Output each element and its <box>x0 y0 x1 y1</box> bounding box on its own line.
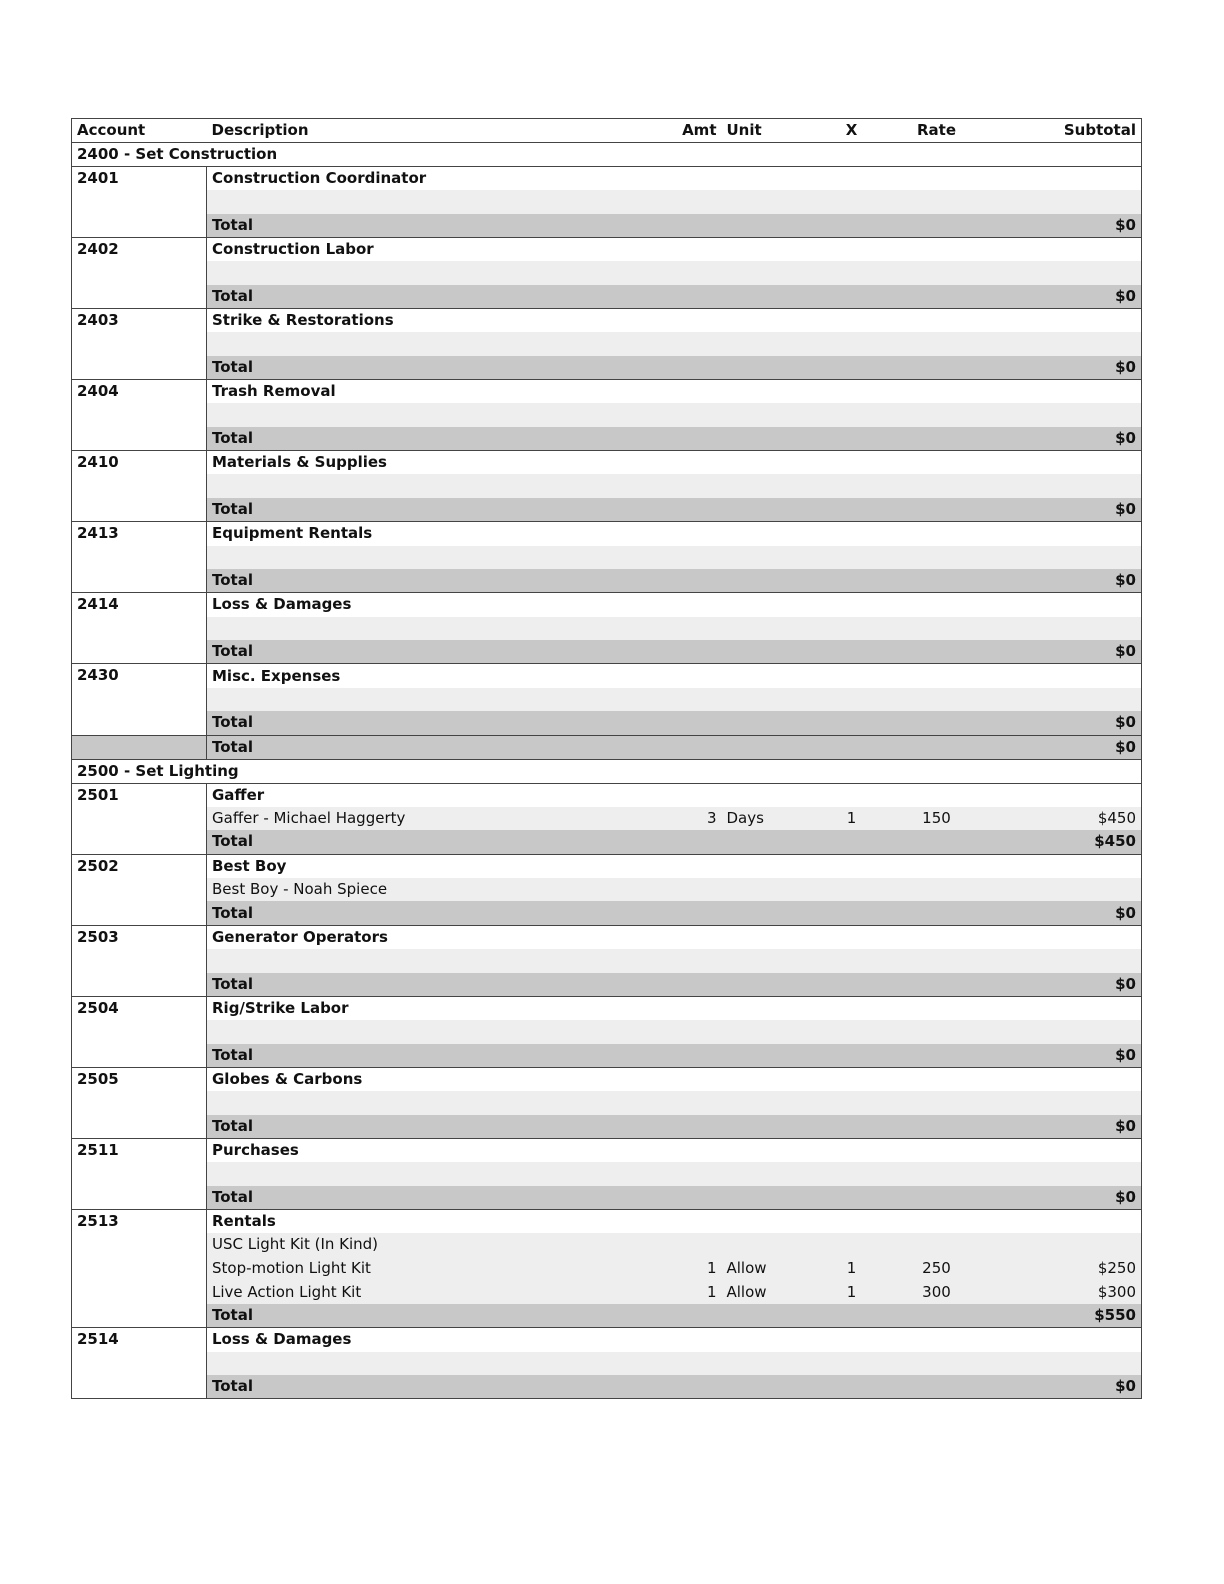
item-rate: 150 <box>882 807 992 831</box>
item-unit: Days <box>722 807 822 831</box>
item-rate: 300 <box>882 1280 992 1304</box>
section-total-blank <box>72 735 207 759</box>
header-description: Description <box>207 119 672 143</box>
item-description <box>207 546 672 570</box>
account-name: Equipment Rentals <box>207 522 1142 546</box>
item-subtotal <box>992 617 1142 641</box>
account-name: Best Boy <box>207 854 1142 878</box>
item-subtotal <box>992 332 1142 356</box>
item-subtotal: $250 <box>992 1257 1142 1281</box>
line-item-row <box>72 1162 1142 1186</box>
item-subtotal <box>992 190 1142 214</box>
item-x: 1 <box>822 807 882 831</box>
account-total-row <box>72 285 1142 309</box>
item-unit <box>722 261 822 285</box>
item-rate <box>882 1352 992 1376</box>
account-total-value: $0 <box>992 640 1142 664</box>
item-x <box>822 1162 882 1186</box>
item-amt: 1 <box>672 1280 722 1304</box>
item-x <box>822 688 882 712</box>
account-code: 2511 <box>72 1138 207 1209</box>
item-amt <box>672 403 722 427</box>
account-name: Purchases <box>207 1138 1142 1162</box>
item-amt <box>672 1020 722 1044</box>
item-description <box>207 261 672 285</box>
account-name: Construction Coordinator <box>207 167 1142 191</box>
item-unit <box>722 1352 822 1376</box>
account-total-value: $0 <box>992 1186 1142 1210</box>
account-code: 2403 <box>72 309 207 380</box>
item-amt <box>672 474 722 498</box>
account-total-value: $0 <box>992 569 1142 593</box>
item-amt <box>672 1233 722 1257</box>
item-x <box>822 1233 882 1257</box>
item-unit <box>722 1020 822 1044</box>
item-rate <box>882 1020 992 1044</box>
account-title-row <box>72 593 1142 617</box>
account-total-value: $0 <box>992 1375 1142 1399</box>
item-amt <box>672 688 722 712</box>
account-code: 2414 <box>72 593 207 664</box>
account-total-label: Total <box>207 569 992 593</box>
account-code: 2430 <box>72 664 207 735</box>
item-subtotal <box>992 688 1142 712</box>
line-item-row <box>72 403 1142 427</box>
item-rate <box>882 617 992 641</box>
header-x: X <box>822 119 882 143</box>
item-description <box>207 1162 672 1186</box>
account-title-row <box>72 380 1142 404</box>
account-total-row <box>72 569 1142 593</box>
item-amt <box>672 546 722 570</box>
item-amt <box>672 332 722 356</box>
account-total-label: Total <box>207 901 992 925</box>
item-rate <box>882 949 992 973</box>
line-item-row <box>72 617 1142 641</box>
header-subtotal: Subtotal <box>992 119 1142 143</box>
account-total-label: Total <box>207 711 992 735</box>
account-title-row <box>72 309 1142 333</box>
item-amt <box>672 1091 722 1115</box>
account-total-value: $0 <box>992 973 1142 997</box>
item-subtotal <box>992 1233 1142 1257</box>
item-description: Stop-motion Light Kit <box>207 1257 672 1281</box>
line-item-row <box>72 1280 1142 1304</box>
line-item-row <box>72 1352 1142 1376</box>
account-total-row <box>72 973 1142 997</box>
account-total-row <box>72 1304 1142 1328</box>
item-description: USC Light Kit (In Kind) <box>207 1233 672 1257</box>
item-description <box>207 332 672 356</box>
account-total-label: Total <box>207 498 992 522</box>
account-name: Loss & Damages <box>207 1328 1142 1352</box>
account-code: 2402 <box>72 238 207 309</box>
account-name: Rig/Strike Labor <box>207 996 1142 1020</box>
account-name: Trash Removal <box>207 380 1142 404</box>
line-item-row <box>72 1020 1142 1044</box>
section-total-label: Total <box>207 735 992 759</box>
account-total-label: Total <box>207 830 992 854</box>
item-amt <box>672 1352 722 1376</box>
line-item-row <box>72 190 1142 214</box>
account-total-label: Total <box>207 1375 992 1399</box>
account-code: 2410 <box>72 451 207 522</box>
item-amt <box>672 878 722 902</box>
section-header-row <box>72 759 1142 783</box>
account-code: 2404 <box>72 380 207 451</box>
account-total-label: Total <box>207 1044 992 1068</box>
item-unit: Allow <box>722 1280 822 1304</box>
account-total-row <box>72 1115 1142 1139</box>
account-total-value: $0 <box>992 711 1142 735</box>
account-title-row <box>72 783 1142 807</box>
account-total-label: Total <box>207 285 992 309</box>
account-title-row <box>72 1209 1142 1233</box>
account-total-value: $0 <box>992 214 1142 238</box>
account-total-value: $0 <box>992 285 1142 309</box>
header-rate: Rate <box>882 119 992 143</box>
item-subtotal <box>992 261 1142 285</box>
section-title: 2500 - Set Lighting <box>72 759 1142 783</box>
item-x: 1 <box>822 1257 882 1281</box>
account-total-row <box>72 901 1142 925</box>
item-x <box>822 546 882 570</box>
item-unit <box>722 688 822 712</box>
account-code: 2413 <box>72 522 207 593</box>
header-row <box>72 119 1142 143</box>
account-title-row <box>72 925 1142 949</box>
line-item-row <box>72 949 1142 973</box>
account-name: Strike & Restorations <box>207 309 1142 333</box>
account-code: 2501 <box>72 783 207 854</box>
line-item-row <box>72 332 1142 356</box>
item-subtotal <box>992 878 1142 902</box>
account-total-value: $0 <box>992 427 1142 451</box>
item-unit <box>722 474 822 498</box>
item-unit <box>722 546 822 570</box>
account-total-row <box>72 214 1142 238</box>
item-subtotal: $450 <box>992 807 1142 831</box>
item-rate <box>882 261 992 285</box>
account-total-row <box>72 427 1142 451</box>
line-item-row <box>72 261 1142 285</box>
account-code: 2401 <box>72 167 207 238</box>
account-total-value: $0 <box>992 1115 1142 1139</box>
account-name: Misc. Expenses <box>207 664 1142 688</box>
account-code: 2505 <box>72 1067 207 1138</box>
item-subtotal <box>992 546 1142 570</box>
item-unit <box>722 332 822 356</box>
line-item-row <box>72 1091 1142 1115</box>
item-x <box>822 1091 882 1115</box>
account-total-label: Total <box>207 1304 992 1328</box>
item-unit: Allow <box>722 1257 822 1281</box>
item-x <box>822 1020 882 1044</box>
account-total-row <box>72 1375 1142 1399</box>
account-title-row <box>72 167 1142 191</box>
account-total-label: Total <box>207 640 992 664</box>
item-unit <box>722 878 822 902</box>
account-total-value: $0 <box>992 1044 1142 1068</box>
item-rate <box>882 688 992 712</box>
account-total-label: Total <box>207 973 992 997</box>
account-code: 2502 <box>72 854 207 925</box>
item-x <box>822 949 882 973</box>
item-rate <box>882 546 992 570</box>
account-title-row <box>72 451 1142 475</box>
line-item-row <box>72 1257 1142 1281</box>
account-total-label: Total <box>207 356 992 380</box>
item-amt: 3 <box>672 807 722 831</box>
account-total-label: Total <box>207 214 992 238</box>
item-subtotal <box>992 474 1142 498</box>
header-unit: Unit <box>722 119 822 143</box>
item-description <box>207 403 672 427</box>
item-x <box>822 190 882 214</box>
item-description: Gaffer - Michael Haggerty <box>207 807 672 831</box>
item-unit <box>722 1091 822 1115</box>
account-title-row <box>72 1328 1142 1352</box>
item-description <box>207 1352 672 1376</box>
account-total-row <box>72 356 1142 380</box>
account-total-value: $0 <box>992 356 1142 380</box>
account-total-label: Total <box>207 1115 992 1139</box>
item-description: Best Boy - Noah Spiece <box>207 878 672 902</box>
section-total-row <box>72 735 1142 759</box>
account-total-row <box>72 711 1142 735</box>
item-unit <box>722 617 822 641</box>
item-subtotal <box>992 1020 1142 1044</box>
account-code: 2503 <box>72 925 207 996</box>
item-rate <box>882 190 992 214</box>
item-x <box>822 617 882 641</box>
line-item-row <box>72 546 1142 570</box>
section-title: 2400 - Set Construction <box>72 143 1142 167</box>
account-total-row <box>72 1044 1142 1068</box>
account-code: 2514 <box>72 1328 207 1399</box>
header-amt: Amt <box>672 119 722 143</box>
item-subtotal: $300 <box>992 1280 1142 1304</box>
item-description <box>207 617 672 641</box>
account-total-value: $450 <box>992 830 1142 854</box>
header-account: Account <box>72 119 207 143</box>
account-total-value: $550 <box>992 1304 1142 1328</box>
line-item-row <box>72 807 1142 831</box>
item-description <box>207 1020 672 1044</box>
account-code: 2513 <box>72 1209 207 1327</box>
item-x <box>822 261 882 285</box>
item-unit <box>722 1233 822 1257</box>
item-amt <box>672 261 722 285</box>
item-x <box>822 474 882 498</box>
account-code: 2504 <box>72 996 207 1067</box>
item-unit <box>722 403 822 427</box>
account-name: Generator Operators <box>207 925 1142 949</box>
item-x <box>822 1352 882 1376</box>
item-rate <box>882 878 992 902</box>
account-name: Gaffer <box>207 783 1142 807</box>
account-title-row <box>72 664 1142 688</box>
item-description <box>207 190 672 214</box>
item-rate: 250 <box>882 1257 992 1281</box>
account-title-row <box>72 522 1142 546</box>
item-x <box>822 332 882 356</box>
account-name: Loss & Damages <box>207 593 1142 617</box>
item-amt <box>672 190 722 214</box>
item-rate <box>882 1233 992 1257</box>
item-x <box>822 878 882 902</box>
item-amt <box>672 1162 722 1186</box>
section-header-row <box>72 143 1142 167</box>
item-x <box>822 403 882 427</box>
account-total-label: Total <box>207 1186 992 1210</box>
item-subtotal <box>992 403 1142 427</box>
account-title-row <box>72 1138 1142 1162</box>
item-x: 1 <box>822 1280 882 1304</box>
account-title-row <box>72 238 1142 262</box>
item-description: Live Action Light Kit <box>207 1280 672 1304</box>
budget-table <box>71 118 1142 1399</box>
account-title-row <box>72 1067 1142 1091</box>
item-subtotal <box>992 1091 1142 1115</box>
item-amt: 1 <box>672 1257 722 1281</box>
account-total-row <box>72 640 1142 664</box>
item-unit <box>722 190 822 214</box>
section-total-value: $0 <box>992 735 1142 759</box>
account-total-row <box>72 830 1142 854</box>
item-description <box>207 474 672 498</box>
item-description <box>207 1091 672 1115</box>
account-title-row <box>72 854 1142 878</box>
account-total-value: $0 <box>992 498 1142 522</box>
item-rate <box>882 1091 992 1115</box>
item-description <box>207 688 672 712</box>
item-rate <box>882 332 992 356</box>
account-total-value: $0 <box>992 901 1142 925</box>
account-total-label: Total <box>207 427 992 451</box>
item-amt <box>672 949 722 973</box>
account-name: Construction Labor <box>207 238 1142 262</box>
item-description <box>207 949 672 973</box>
item-rate <box>882 474 992 498</box>
item-rate <box>882 1162 992 1186</box>
item-subtotal <box>992 1352 1142 1376</box>
item-subtotal <box>992 1162 1142 1186</box>
item-rate <box>882 403 992 427</box>
account-title-row <box>72 996 1142 1020</box>
line-item-row <box>72 688 1142 712</box>
line-item-row <box>72 1233 1142 1257</box>
item-amt <box>672 617 722 641</box>
line-item-row <box>72 878 1142 902</box>
item-subtotal <box>992 949 1142 973</box>
line-item-row <box>72 474 1142 498</box>
account-name: Materials & Supplies <box>207 451 1142 475</box>
account-total-row <box>72 498 1142 522</box>
item-unit <box>722 1162 822 1186</box>
account-name: Globes & Carbons <box>207 1067 1142 1091</box>
account-total-row <box>72 1186 1142 1210</box>
account-name: Rentals <box>207 1209 1142 1233</box>
item-unit <box>722 949 822 973</box>
